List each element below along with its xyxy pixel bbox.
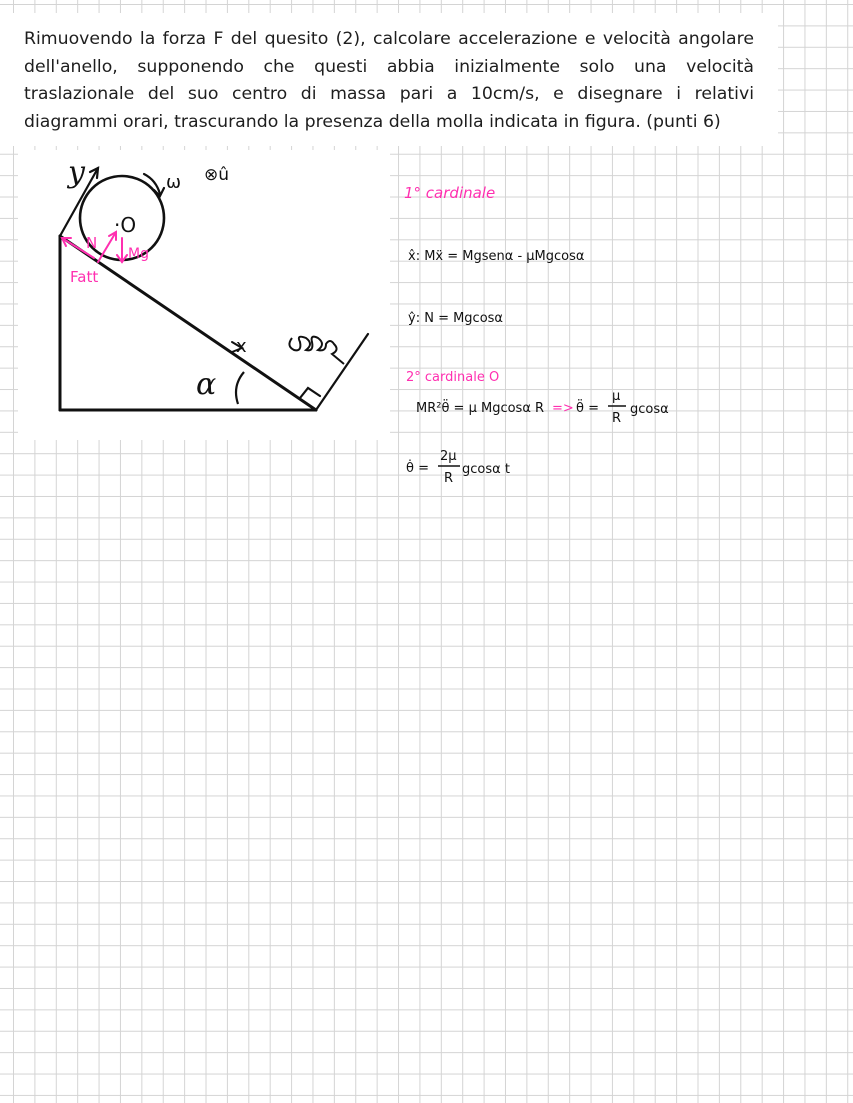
fraction1-denominator: R bbox=[612, 411, 622, 426]
center-label: ·O bbox=[114, 213, 137, 237]
fraction2-denominator: R bbox=[444, 471, 454, 486]
spring bbox=[289, 337, 344, 364]
omega-label: ω bbox=[166, 172, 182, 193]
fraction2-numerator: 2μ bbox=[440, 449, 457, 464]
equation-theta-rhs: gcosα bbox=[630, 402, 669, 417]
unit-vector-label: ⊗û bbox=[204, 165, 230, 185]
equation-dtheta-rhs: gcosα t bbox=[462, 462, 510, 477]
handwritten-notes bbox=[400, 170, 760, 500]
x-axis-label: x bbox=[236, 336, 247, 357]
weight-label: Mg bbox=[128, 246, 149, 262]
weight-arrow bbox=[117, 238, 127, 262]
heading-second-cardinal: 2° cardinale O bbox=[406, 370, 500, 385]
equation-theta-mid: θ̈ = bbox=[576, 401, 599, 416]
angle-label: α bbox=[196, 367, 217, 402]
normal-force-label: N bbox=[86, 234, 98, 252]
equation-dtheta-lhs: θ̇ = bbox=[406, 461, 429, 476]
implies-arrow: => bbox=[552, 401, 574, 416]
fraction1-numerator: μ bbox=[612, 389, 621, 404]
friction-label: Fatt bbox=[70, 268, 99, 286]
equation-y: ŷ: N = Mgcosα bbox=[408, 311, 503, 326]
problem-statement: Rimuovendo la forza F del quesito (2), calcolare accelerazione e velocità angolare dell'anello, supponendo che questi abbia inizialmente solo una velocità traslazionale del suo centro di massa pari a 10cm/s, e disegnare i relativi diagrammi orari, trascurando la presenza della molla indicata in figura. (punti 6) bbox=[24, 29, 754, 132]
angle-arc bbox=[236, 372, 244, 404]
incline-figure bbox=[0, 0, 400, 440]
equation-theta-lhs: MR²θ̈ = μ Mgcosα R bbox=[416, 401, 545, 416]
equation-x: x̂: Mẍ = Mgsenα - μMgcosα bbox=[408, 249, 585, 264]
heading-first-cardinal: 1° cardinale bbox=[404, 184, 496, 202]
y-axis-label: y bbox=[68, 155, 85, 190]
